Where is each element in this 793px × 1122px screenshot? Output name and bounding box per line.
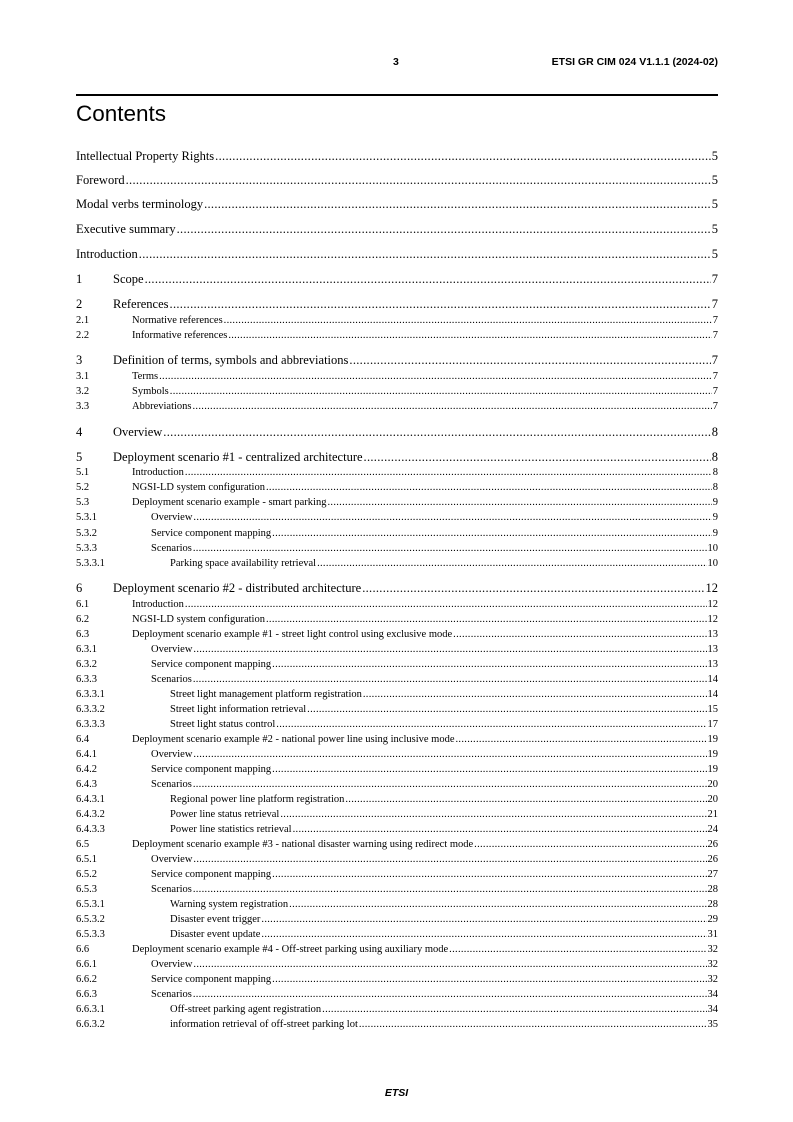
toc-entry-page: 32: [707, 944, 718, 955]
toc-entry-label: Modal verbs terminology: [76, 197, 204, 211]
dot-leader: [289, 899, 706, 910]
toc-entry[interactable]: [76, 1019, 718, 1032]
toc-entry-number: 6.3.3: [76, 674, 97, 685]
toc-entry[interactable]: [76, 944, 718, 957]
toc-entry-label: Service component mapping: [151, 974, 272, 985]
toc-entry-number: 5.3: [76, 497, 90, 508]
toc-entry[interactable]: [76, 629, 718, 642]
toc-entry[interactable]: [76, 839, 718, 852]
toc-entry-label: Scope: [113, 272, 144, 286]
toc-entry-page: 17: [707, 719, 718, 730]
toc-entry-label: Disaster event trigger: [170, 914, 261, 925]
toc-entry[interactable]: [76, 558, 718, 571]
dot-leader: [272, 869, 706, 880]
toc-entry[interactable]: [76, 974, 718, 987]
dot-leader: [193, 543, 707, 554]
toc-entry-label: Service component mapping: [151, 528, 272, 539]
toc-entry[interactable]: [76, 497, 718, 510]
dot-leader: [280, 809, 706, 820]
toc-entry-page: 31: [707, 929, 718, 940]
dot-leader: [276, 719, 706, 730]
toc-entry-number: 2: [76, 297, 83, 311]
toc-entry-label: Intellectual Property Rights: [76, 149, 215, 163]
toc-entry-label: Abbreviations: [132, 401, 192, 412]
dot-leader: [170, 386, 712, 397]
toc-entry-number: 6.4.2: [76, 764, 97, 775]
toc-entry-number: 6.3.2: [76, 659, 97, 670]
toc-entry-label: Deployment scenario example - smart parking: [132, 497, 327, 508]
toc-entry-label: Overview: [151, 854, 193, 865]
toc-entry[interactable]: [76, 149, 718, 165]
toc-entry-page: 8: [711, 450, 718, 464]
dot-leader: [272, 764, 706, 775]
toc-entry-label: Power line statistics retrieval: [170, 824, 292, 835]
dot-leader: [266, 482, 712, 493]
toc-entry-label: Scenarios: [151, 543, 192, 554]
dot-leader: [307, 704, 706, 715]
toc-entry-number: 6: [76, 581, 83, 595]
toc-entry[interactable]: [76, 899, 718, 912]
dot-leader: [139, 247, 711, 262]
toc-entry-page: 7: [711, 353, 718, 367]
toc-entry-number: 6.5: [76, 839, 90, 850]
dot-leader: [193, 779, 707, 790]
toc-entry-number: 5.3.1: [76, 512, 97, 523]
dot-leader: [362, 581, 704, 596]
toc-entry-label: Introduction: [76, 247, 138, 261]
toc-entry-page: 20: [707, 779, 718, 790]
toc-entry-page: 8: [712, 482, 718, 493]
page-title: Contents: [76, 101, 167, 126]
toc-entry-page: 21: [707, 809, 718, 820]
dot-leader: [215, 149, 711, 164]
toc-entry[interactable]: [76, 401, 718, 414]
toc-entry-number: 5.1: [76, 467, 90, 478]
toc-entry-page: 7: [712, 386, 718, 397]
toc-entry-number: 6.3.3.3: [76, 719, 105, 730]
toc-entry-label: Street light status control: [170, 719, 276, 730]
toc-entry-number: 2.1: [76, 315, 90, 326]
toc-entry-page: 13: [707, 659, 718, 670]
toc-entry-page: 5: [711, 173, 718, 187]
toc-entry-label: Service component mapping: [151, 869, 272, 880]
dot-leader: [228, 330, 711, 341]
toc-entry-label: Introduction: [132, 467, 184, 478]
toc-entry-page: 7: [711, 297, 718, 311]
toc-entry-page: 9: [712, 497, 718, 508]
toc-entry[interactable]: [76, 173, 718, 189]
toc-entry-page: 28: [707, 884, 718, 895]
toc-entry-label: Definition of terms, symbols and abbreviations: [113, 353, 349, 367]
toc-entry-label: Deployment scenario example #1 - street light control using exclusive mode: [132, 629, 453, 640]
toc-entry-page: 20: [707, 794, 718, 805]
toc-entry[interactable]: [76, 599, 718, 612]
toc-entry-label: Scenarios: [151, 779, 192, 790]
dot-leader: [193, 884, 707, 895]
toc-entry[interactable]: [76, 749, 718, 762]
toc-entry-page: 35: [707, 1019, 718, 1030]
toc-entry-number: 6.1: [76, 599, 90, 610]
toc-entry[interactable]: [76, 869, 718, 882]
toc-entry-number: 6.4: [76, 734, 90, 745]
toc-entry-number: 6.3.1: [76, 644, 97, 655]
toc-entry-page: 10: [707, 558, 718, 569]
toc-entry[interactable]: [76, 794, 718, 807]
toc-entry-page: 34: [707, 989, 718, 1000]
toc-entry[interactable]: [76, 543, 718, 556]
toc-entry-number: 6.6: [76, 944, 90, 955]
toc-entry[interactable]: [76, 581, 718, 597]
toc-entry-number: 6.4.1: [76, 749, 97, 760]
toc-entry-page: 5: [711, 222, 718, 236]
toc-entry[interactable]: [76, 914, 718, 927]
toc-entry-page: 7: [712, 371, 718, 382]
toc-entry[interactable]: [76, 222, 718, 238]
toc-entry-number: 5.3.3.1: [76, 558, 105, 569]
toc-entry-number: 6.4.3: [76, 779, 97, 790]
toc-entry-page: 10: [707, 543, 718, 554]
toc-entry-page: 14: [707, 689, 718, 700]
toc-entry-number: 6.6.3.1: [76, 1004, 105, 1015]
toc-entry-number: 3: [76, 353, 83, 367]
dot-leader: [145, 272, 711, 287]
toc-entry-page: 12: [707, 614, 718, 625]
dot-leader: [193, 989, 707, 1000]
toc-entry-page: 12: [707, 599, 718, 610]
toc-entry-page: 26: [707, 854, 718, 865]
dot-leader: [293, 824, 707, 835]
dot-leader: [170, 297, 711, 312]
toc-entry[interactable]: [76, 450, 718, 466]
toc-entry-page: 27: [707, 869, 718, 880]
toc-entry[interactable]: [76, 929, 718, 942]
toc-entry-label: Scenarios: [151, 884, 192, 895]
page-header: [76, 56, 718, 72]
toc-entry-number: 6.3.3.2: [76, 704, 105, 715]
toc-entry-label: NGSI-LD system configuration: [132, 614, 265, 625]
toc-entry-page: 7: [711, 272, 718, 286]
dot-leader: [322, 1004, 706, 1015]
toc-entry-label: Service component mapping: [151, 659, 272, 670]
dot-leader: [185, 467, 712, 478]
toc-entry[interactable]: [76, 512, 718, 525]
toc-entry-number: 3.1: [76, 371, 90, 382]
toc-entry-label: Street light management platform registration: [170, 689, 362, 700]
toc-entry-label: Regional power line platform registration: [170, 794, 345, 805]
dot-leader: [364, 450, 711, 465]
dot-leader: [193, 854, 706, 865]
toc-entry[interactable]: [76, 272, 718, 288]
toc-entry-label: Power line status retrieval: [170, 809, 280, 820]
toc-entry-label: Overview: [151, 749, 193, 760]
toc-entry-label: Disaster event update: [170, 929, 261, 940]
toc-entry-label: Normative references: [132, 315, 223, 326]
toc-entry-label: information retrieval of off-street parking lot: [170, 1019, 358, 1030]
dot-leader: [193, 644, 706, 655]
toc-entry[interactable]: [76, 482, 718, 495]
toc-entry[interactable]: [76, 1004, 718, 1017]
toc-entry-number: 5.2: [76, 482, 90, 493]
toc-entry[interactable]: [76, 824, 718, 837]
dot-leader: [349, 353, 710, 368]
toc-entry-page: 28: [707, 899, 718, 910]
dot-leader: [193, 749, 706, 760]
toc-entry-page: 24: [707, 824, 718, 835]
toc-entry-number: 6.3: [76, 629, 90, 640]
toc-entry-page: 15: [707, 704, 718, 715]
toc-entry-label: Parking space availability retrieval: [170, 558, 317, 569]
toc-entry-label: Symbols: [132, 386, 169, 397]
toc-entry-label: Informative references: [132, 330, 228, 341]
toc-entry-page: 7: [712, 315, 718, 326]
toc-entry-label: Overview: [151, 959, 193, 970]
toc-entry[interactable]: [76, 528, 718, 541]
toc-entry-page: 26: [707, 839, 718, 850]
toc-entry-page: 19: [707, 764, 718, 775]
toc-entry[interactable]: [76, 386, 718, 399]
dot-leader: [261, 929, 706, 940]
toc-entry-page: 7: [712, 401, 718, 412]
toc-entry[interactable]: [76, 614, 718, 627]
toc-entry-label: Deployment scenario example #4 - Off-street parking using auxiliary mode: [132, 944, 449, 955]
toc-entry-page: 7: [712, 330, 718, 341]
toc-entry-label: Deployment scenario #2 - distributed architecture: [113, 581, 362, 595]
toc-entry-label: Deployment scenario example #2 - national power line using inclusive mode: [132, 734, 455, 745]
dot-leader: [261, 914, 706, 925]
header-rule: [76, 94, 718, 96]
dot-leader: [193, 512, 711, 523]
toc-entry[interactable]: [76, 959, 718, 972]
toc-entry-page: 32: [707, 959, 718, 970]
toc-entry-page: 13: [707, 644, 718, 655]
toc-entry[interactable]: [76, 644, 718, 657]
toc-entry[interactable]: [76, 884, 718, 897]
toc-entry-label: Foreword: [76, 173, 125, 187]
dot-leader: [345, 794, 706, 805]
toc-entry-number: 6.4.3.3: [76, 824, 105, 835]
toc-entry[interactable]: [76, 809, 718, 822]
toc-entry-number: 6.4.3.2: [76, 809, 105, 820]
toc-entry-page: 12: [705, 581, 718, 595]
toc-entry[interactable]: [76, 425, 718, 441]
toc-entry-number: 1: [76, 272, 83, 286]
toc-entry-number: 3.2: [76, 386, 90, 397]
toc-entry[interactable]: [76, 353, 718, 369]
dot-leader: [266, 614, 707, 625]
dot-leader: [204, 197, 711, 212]
toc-entry-page: 9: [712, 528, 718, 539]
dot-leader: [474, 839, 706, 850]
toc-entry[interactable]: [76, 330, 718, 343]
dot-leader: [159, 371, 712, 382]
toc-entry[interactable]: [76, 689, 718, 702]
toc-entry[interactable]: [76, 719, 718, 732]
toc-entry-page: 5: [711, 149, 718, 163]
toc-entry-page: 8: [711, 425, 718, 439]
dot-leader: [272, 974, 706, 985]
page-footer: ETSI: [384, 1087, 409, 1099]
toc-entry-number: 3.3: [76, 401, 90, 412]
toc-entry-label: Service component mapping: [151, 764, 272, 775]
toc-entry-number: 6.6.1: [76, 959, 97, 970]
toc-entry-number: 6.5.3.3: [76, 929, 105, 940]
toc-entry-number: 6.5.3.1: [76, 899, 105, 910]
toc-entry-label: Terms: [132, 371, 159, 382]
dot-leader: [363, 689, 707, 700]
toc-entry[interactable]: [76, 659, 718, 672]
toc-entry-page: 32: [707, 974, 718, 985]
toc-entry-label: Deployment scenario #1 - centralized architecture: [113, 450, 363, 464]
dot-leader: [193, 674, 707, 685]
toc-entry[interactable]: [76, 674, 718, 687]
toc-entry-label: Executive summary: [76, 222, 176, 236]
toc-entry[interactable]: [76, 704, 718, 717]
toc-entry-label: References: [113, 297, 169, 311]
toc-entry[interactable]: [76, 467, 718, 480]
toc-entry-number: 5.3.3: [76, 543, 97, 554]
toc-entry[interactable]: [76, 989, 718, 1002]
toc-entry-page: 5: [711, 247, 718, 261]
toc-entry-number: 6.6.3: [76, 989, 97, 1000]
toc-entry[interactable]: [76, 197, 718, 213]
toc-entry-page: 13: [707, 629, 718, 640]
dot-leader: [327, 497, 711, 508]
dot-leader: [163, 425, 710, 440]
toc-entry-number: 6.4.3.1: [76, 794, 105, 805]
toc-entry[interactable]: [76, 371, 718, 384]
dot-leader: [193, 401, 712, 412]
toc-entry-number: 6.5.2: [76, 869, 97, 880]
toc-entry-number: 6.3.3.1: [76, 689, 105, 700]
dot-leader: [193, 959, 706, 970]
toc-entry[interactable]: [76, 854, 718, 867]
toc-entry[interactable]: [76, 734, 718, 747]
toc-entry-page: 5: [711, 197, 718, 211]
toc-entry-page: 9: [712, 512, 718, 523]
toc-entry-number: 6.5.1: [76, 854, 97, 865]
toc-entry-label: Deployment scenario example #3 - national disaster warning using redirect mode: [132, 839, 474, 850]
dot-leader: [224, 315, 712, 326]
toc-entry-label: Overview: [151, 512, 193, 523]
toc-entry-page: 8: [712, 467, 718, 478]
toc-entry-number: 6.6.2: [76, 974, 97, 985]
toc-entry-number: 4: [76, 425, 83, 439]
toc-entry-number: 6.2: [76, 614, 90, 625]
toc-entry[interactable]: [76, 247, 718, 263]
toc-entry-label: Off-street parking agent registration: [170, 1004, 322, 1015]
dot-leader: [272, 528, 712, 539]
toc-entry-page: 29: [707, 914, 718, 925]
dot-leader: [272, 659, 706, 670]
dot-leader: [453, 629, 706, 640]
page-number: 3: [393, 56, 399, 68]
toc-entry-number: 6.6.3.2: [76, 1019, 105, 1030]
dot-leader: [177, 222, 711, 237]
dot-leader: [317, 558, 706, 569]
dot-leader: [126, 173, 711, 188]
toc-entry-number: 5: [76, 450, 83, 464]
toc-entry-page: 34: [707, 1004, 718, 1015]
toc-entry-page: 14: [707, 674, 718, 685]
toc-entry-number: 2.2: [76, 330, 90, 341]
toc-entry-number: 6.5.3: [76, 884, 97, 895]
toc-entry[interactable]: [76, 779, 718, 792]
dot-leader: [359, 1019, 707, 1030]
dot-leader: [185, 599, 707, 610]
toc-entry[interactable]: [76, 764, 718, 777]
toc-entry-number: 5.3.2: [76, 528, 97, 539]
document-id: ETSI GR CIM 024 V1.1.1 (2024-02): [551, 56, 718, 68]
toc-entry-label: Introduction: [132, 599, 184, 610]
toc-entry[interactable]: [76, 297, 718, 313]
toc-entry[interactable]: [76, 315, 718, 328]
dot-leader: [456, 734, 707, 745]
toc-entry-number: 6.5.3.2: [76, 914, 105, 925]
toc-entry-label: Scenarios: [151, 674, 192, 685]
toc-entry-label: Overview: [113, 425, 163, 439]
toc-entry-label: NGSI-LD system configuration: [132, 482, 265, 493]
toc-entry-label: Scenarios: [151, 989, 192, 1000]
toc-entry-label: Street light information retrieval: [170, 704, 307, 715]
dot-leader: [449, 944, 706, 955]
toc-entry-page: 19: [707, 734, 718, 745]
toc-entry-label: Overview: [151, 644, 193, 655]
toc-entry-label: Warning system registration: [170, 899, 289, 910]
toc-entry-page: 19: [707, 749, 718, 760]
